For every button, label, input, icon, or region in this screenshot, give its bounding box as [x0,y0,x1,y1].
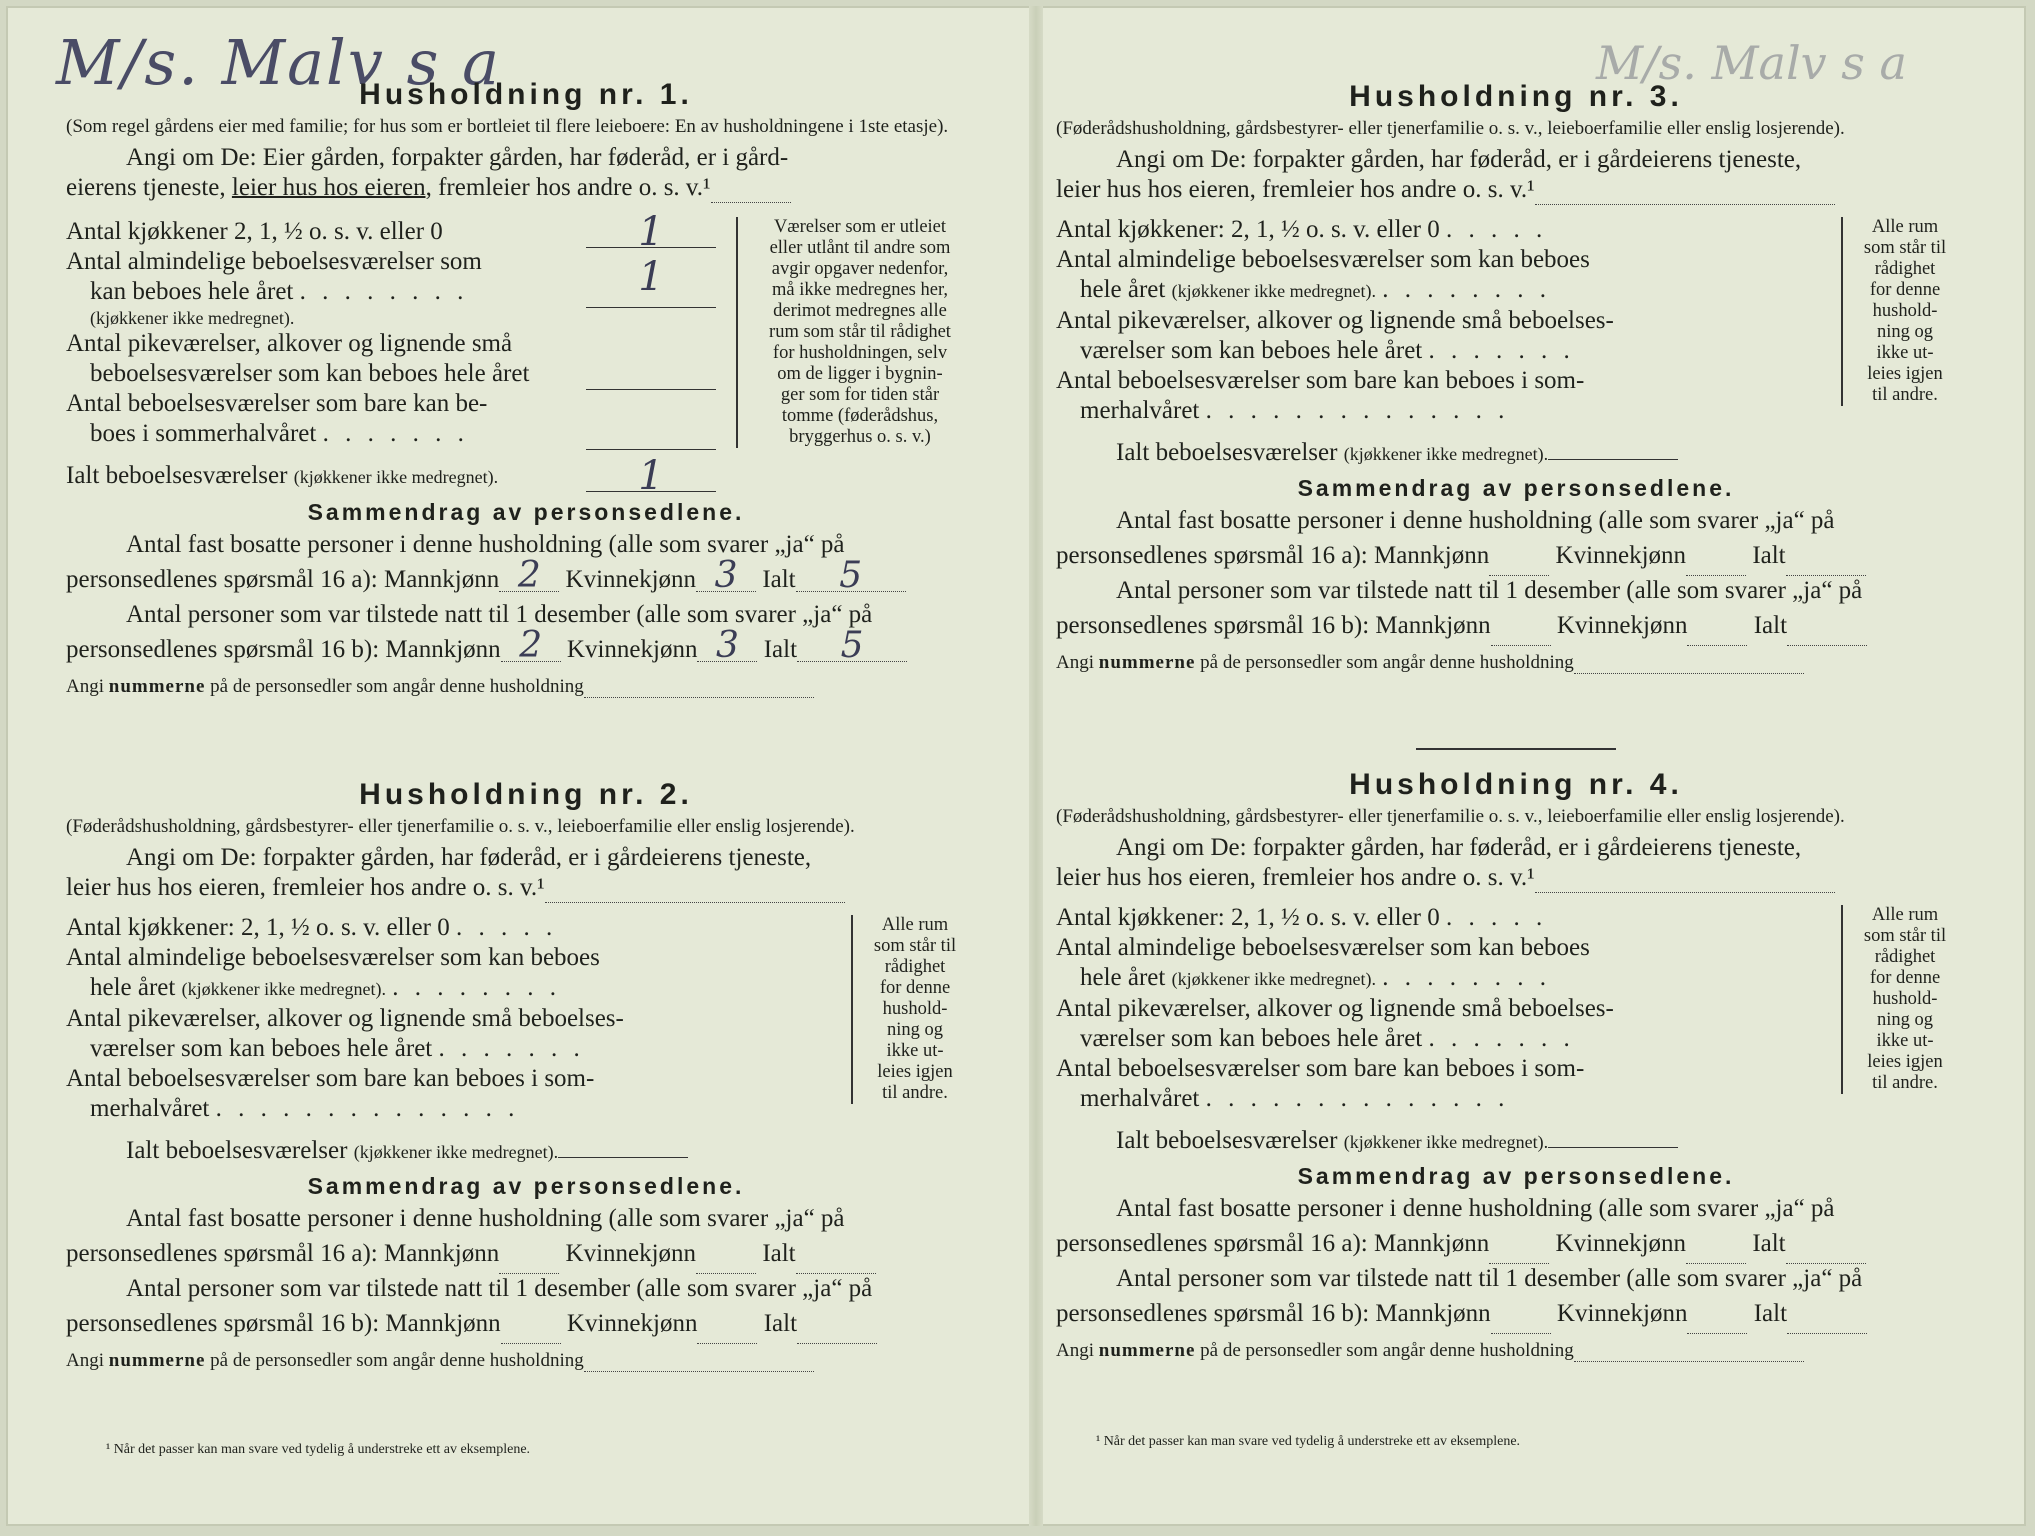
pike-line: beboelsesværelser som kan beboes hele året [90,360,530,387]
sommer-line: merhalvåret . . . . . . . . . . . . . . [90,1095,520,1122]
fast-line: personsedlenes spørsmål 16 a): Mannkjønn Kvinnekjønn Ialt [66,1234,986,1274]
household-title: Husholdning nr. 2. [359,778,693,811]
alm-note: (kjøkkener ikke medregnet). [90,308,295,328]
household-title: Husholdning nr. 3. [1349,80,1683,113]
census-sheet [6,6,2026,1526]
sommer-line: Antal beboelsesværelser som bare kan beboes i som- [66,1065,595,1092]
alm-line: hele året (kjøkkener ikke medregnet). . . . . . . . . [1080,964,1552,991]
angi-line: Angi om De: forpakter gården, har føderåd, er i gårdeierens tjeneste, [126,844,812,871]
ialt-line: Ialt beboelsesværelser (kjøkkener ikke medregnet). [1056,438,1706,469]
angi-line: eierens tjeneste, leier hus hos eieren, fremleier hos andre o. s. v.¹ [66,173,986,203]
summary-title: Sammendrag av personsedlene. [1297,1163,1735,1189]
pike-line: Antal pikeværelser, alkover og lignende små [66,330,513,357]
angi-line: Angi om De: forpakter gården, har føderåd, er i gårdeierens tjeneste, [1116,146,1802,173]
household-1 [66,78,986,698]
alm-line: Antal almindelige beboelsesværelser som kan beboes [1056,246,1590,273]
pike-line: Antal pikeværelser, alkover og lignende små beboelses- [1056,307,1614,334]
angi-line: leier hus hos eieren, fremleier hos andre o. s. v.¹ [1056,863,1976,893]
tilst-line: Antal personer som var tilstede natt til 1 desember (alle som svarer „ja“ på [1116,577,1863,604]
ialt-line: Ialt beboelsesværelser (kjøkkener ikke medregnet). [66,1136,716,1167]
bracket-note: Værelser som er utleiet eller utlånt til andre som avgir opgaver nedenfor, må ikke medregnes her, derimot medregnes alle rum som står til rådighet for husholdningen, selv om de ligger i bygnin- ger som for tiden står tomme (føderådshus, bryggerhus o. s. v.) [736,217,970,448]
fast-line: Antal fast bosatte personer i denne husholdning (alle som svarer „ja“ på [1116,1195,1835,1222]
sommer-line: merhalvåret . . . . . . . . . . . . . . [1080,1085,1510,1112]
pike-answer [586,359,716,390]
summary-title: Sammendrag av personsedlene. [307,499,745,525]
angi-line: Angi om De: Eier gården, forpakter gården, har føderåd, er i gård- [126,144,789,171]
tilst-line: Antal personer som var tilstede natt til 1 desember (alle som svarer „ja“ på [1116,1265,1863,1292]
fast-line: Antal fast bosatte personer i denne husholdning (alle som svarer „ja“ på [126,1205,845,1232]
bracket-note: Alle rum som står til rådighet for denne hushold- ning og ikke ut- leies igjen til andre. [1841,217,1955,406]
tilst-line: personsedlenes spørsmål 16 b): Mannkjønn Kvinnekjønn Ialt [1056,606,1976,646]
ialt-line: Ialt beboelsesværelser (kjøkkener ikke medregnet). [1056,1126,1706,1157]
footnote: ¹ Når det passer kan man svare ved tydelig å understreke ett av eksemplene. [1096,1434,1521,1449]
angi-nummerne: Angi nummerne på de personsedler som angår denne husholdning [66,1350,986,1372]
fast-line: personsedlenes spørsmål 16 a): Mannkjønn 2 Kvinnekjønn 3 Ialt 5 [66,560,986,600]
sommer-line: merhalvåret . . . . . . . . . . . . . . [1080,397,1510,424]
household-4 [1056,768,1976,1362]
summary-title: Sammendrag av personsedlene. [1297,475,1735,501]
alm-answer: 1 [586,247,716,308]
rooms-section [66,913,986,1163]
sommer-line: Antal beboelsesværelser som bare kan beboes i som- [1056,367,1585,394]
tilst-line: personsedlenes spørsmål 16 b): Mannkjønn Kvinnekjønn Ialt [1056,1294,1976,1334]
footnote: ¹ Når det passer kan man svare ved tydelig å understreke ett av eksemplene. [106,1442,531,1457]
kjokkener-line: Antal kjøkkener: 2, 1, ½ o. s. v. eller 0 . . . . . [1056,904,1548,931]
angi-line: Angi om De: forpakter gården, har føderåd, er i gårdeierens tjeneste, [1116,834,1802,861]
sommer-line: Antal beboelsesværelser som bare kan beboes i som- [1056,1055,1585,1082]
household-title: Husholdning nr. 4. [1349,768,1683,801]
rooms-section [1056,903,1976,1153]
alm-line: Antal almindelige beboelsesværelser som [66,248,482,275]
angi-nummerne: Angi nummerne på de personsedler som angår denne husholdning [1056,652,1976,674]
separator-rule [1416,748,1616,750]
alm-line: Antal almindelige beboelsesværelser som kan beboes [66,944,600,971]
pike-line: Antal pikeværelser, alkover og lignende små beboelses- [66,1005,624,1032]
tilst-line: Antal personer som var tilstede natt til 1 desember (alle som svarer „ja“ på [126,601,873,628]
rooms-section [1056,215,1976,465]
fast-line: personsedlenes spørsmål 16 a): Mannkjønn Kvinnekjønn Ialt [1056,1224,1976,1264]
tilst-line: Antal personer som var tilstede natt til 1 desember (alle som svarer „ja“ på [126,1275,873,1302]
tilst-female: 3 [697,631,757,662]
pike-line: værelser som kan beboes hele året . . . . . . . [1080,1025,1575,1052]
pike-line: værelser som kan beboes hele året . . . . . . . [90,1035,585,1062]
sommer-line: boes i sommerhalvåret . . . . . . . [90,420,469,447]
tilst-line: personsedlenes spørsmål 16 b): Mannkjønn 2 Kvinnekjønn 3 Ialt 5 [66,630,986,670]
alm-line: hele året (kjøkkener ikke medregnet). . . . . . . . . [1080,276,1552,303]
household-2 [66,778,986,1372]
alm-line: Antal almindelige beboelsesværelser som kan beboes [1056,934,1590,961]
tilst-male: 2 [501,631,561,662]
kjokkener-line: Antal kjøkkener: 2, 1, ½ o. s. v. eller 0 . . . . . [66,914,558,941]
fast-total: 5 [796,561,906,592]
household-title: Husholdning nr. 1. [359,78,693,111]
kjokkener-line: Antal kjøkkener: 2, 1, ½ o. s. v. eller 0 . . . . . [1056,216,1548,243]
kjokkener-line: Antal kjøkkener 2, 1, ½ o. s. v. eller 0 [66,218,443,245]
household-3 [1056,80,1976,674]
handwritten-note: M/s. Malv s a [56,26,502,99]
kjokkener-answer: 1 [586,217,716,248]
angi-nummerne: Angi nummerne på de personsedler som angår denne husholdning [1056,1340,1976,1362]
bracket-note: Alle rum som står til rådighet for denne hushold- ning og ikke ut- leies igjen til andre. [1841,905,1955,1094]
sommer-answer [586,419,716,450]
ialt-line: Ialt beboelsesværelser (kjøkkener ikke medregnet). [66,462,499,489]
household-note: (Føderådshusholdning, gårdsbestyrer- eller tjenerfamilie o. s. v., leieboerfamilie eller enslig losjerende). [1056,118,1845,139]
tilst-line: personsedlenes spørsmål 16 b): Mannkjønn Kvinnekjønn Ialt [66,1304,986,1344]
bracket-note: Alle rum som står til rådighet for denne hushold- ning og ikke ut- leies igjen til andre. [851,915,965,1104]
summary-title: Sammendrag av personsedlene. [307,1173,745,1199]
household-note: (Føderådshusholdning, gårdsbestyrer- eller tjenerfamilie o. s. v., leieboerfamilie eller enslig losjerende). [66,816,855,837]
fast-female: 3 [696,561,756,592]
fast-line: Antal fast bosatte personer i denne husholdning (alle som svarer „ja“ på [126,531,845,558]
ialt-answer: 1 [586,461,716,492]
fast-line: Antal fast bosatte personer i denne husholdning (alle som svarer „ja“ på [1116,507,1835,534]
angi-nummerne: Angi nummerne på de personsedler som angår denne husholdning [66,676,986,698]
right-page [1056,6,1976,1526]
sommer-line: Antal beboelsesværelser som bare kan be- [66,390,488,417]
left-page [56,6,986,1526]
household-note: (Som regel gårdens eier med familie; for hus som er bortleiet til flere leieboere: En av husholdningene i 1ste etasje). [66,116,949,137]
pike-line: Antal pikeværelser, alkover og lignende små beboelses- [1056,995,1614,1022]
alm-line: kan beboes hele året . . . . . . . . [90,278,469,305]
angi-line: leier hus hos eieren, fremleier hos andre o. s. v.¹ [66,873,986,903]
household-note: (Føderådshusholdning, gårdsbestyrer- eller tjenerfamilie o. s. v., leieboerfamilie eller enslig losjerende). [1056,806,1845,827]
alm-line: hele året (kjøkkener ikke medregnet). . . . . . . . . [90,974,562,1001]
rooms-section [66,209,986,499]
underlined-choice: leier hus hos eieren, [231,174,432,201]
fast-male: 2 [499,561,559,592]
page-gutter [1029,6,1043,1526]
angi-line: leier hus hos eieren, fremleier hos andre o. s. v.¹ [1056,175,1976,205]
handwritten-note: M/s. Malv s a [1596,36,1907,90]
pike-line: værelser som kan beboes hele året . . . . . . . [1080,337,1575,364]
fast-line: personsedlenes spørsmål 16 a): Mannkjønn Kvinnekjønn Ialt [1056,536,1976,576]
tilst-total: 5 [797,631,907,662]
